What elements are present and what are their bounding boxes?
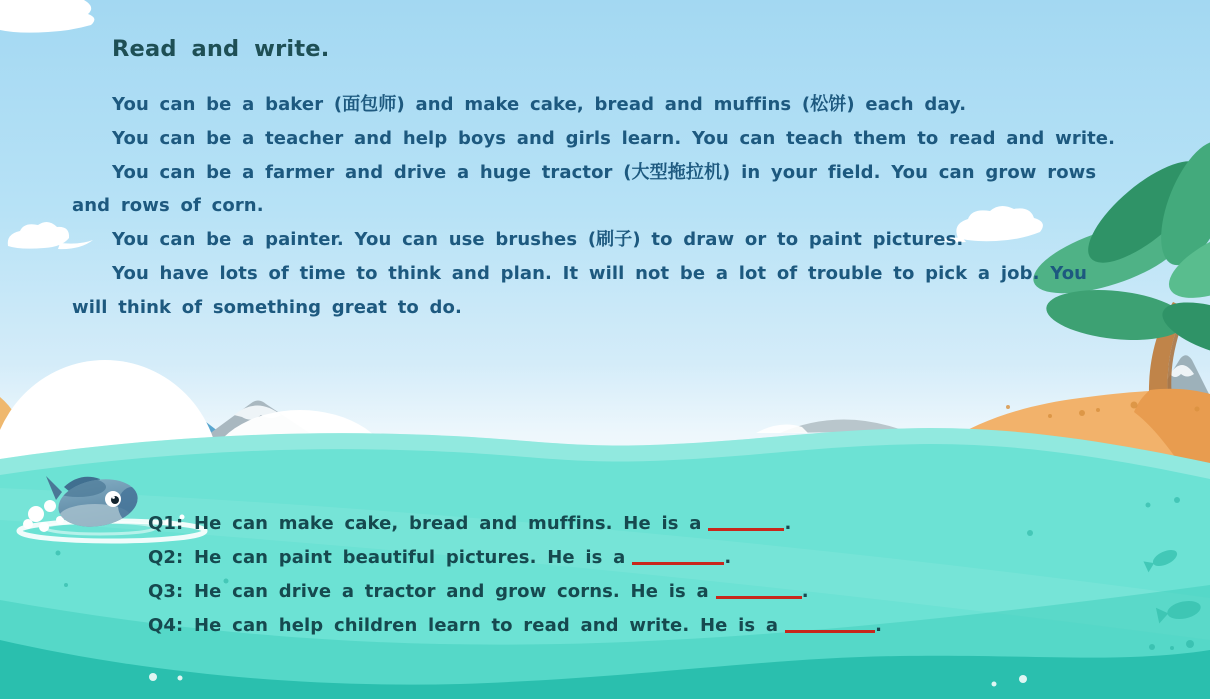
answer-blank-q3[interactable] bbox=[716, 596, 802, 599]
question-list bbox=[148, 507, 882, 643]
page-title: Read and write. bbox=[112, 36, 330, 62]
story-text bbox=[72, 88, 1122, 325]
question-period: . bbox=[875, 615, 883, 636]
question-period: . bbox=[724, 547, 732, 568]
question-row bbox=[148, 575, 882, 609]
question-period: . bbox=[801, 581, 809, 602]
story-paragraph: You can be a painter. You can use brushes (刷子) to draw or to paint pictures. bbox=[112, 229, 964, 251]
story-paragraph: You can be a teacher and help boys and girls learn. You can teach them to read and write. bbox=[112, 127, 1116, 149]
story-paragraph: You can be a farmer and drive a huge tractor (大型拖拉机) in your field. You can grow rows and rows of corn. bbox=[72, 161, 1097, 217]
question-row bbox=[148, 609, 882, 643]
question-row bbox=[148, 541, 882, 575]
question-text: Q2: He can paint beautiful pictures. He is a bbox=[148, 547, 626, 568]
story-paragraph: You can be a baker (面包师) and make cake, bread and muffins (松饼) each day. bbox=[112, 94, 967, 115]
question-row bbox=[148, 507, 882, 541]
question-period: . bbox=[784, 513, 792, 534]
question-text: Q1: He can make cake, bread and muffins. He is a bbox=[148, 513, 702, 534]
question-text: Q3: He can drive a tractor and grow corns. He is a bbox=[148, 581, 709, 602]
answer-blank-q2[interactable] bbox=[632, 562, 724, 565]
answer-blank-q1[interactable] bbox=[708, 528, 784, 531]
story-paragraph: You have lots of time to think and plan. It will not be a lot of trouble to pick a job. You will think of something great to do. bbox=[72, 262, 1088, 318]
question-text: Q4: He can help children learn to read and write. He is a bbox=[148, 615, 779, 636]
answer-blank-q4[interactable] bbox=[785, 630, 875, 633]
